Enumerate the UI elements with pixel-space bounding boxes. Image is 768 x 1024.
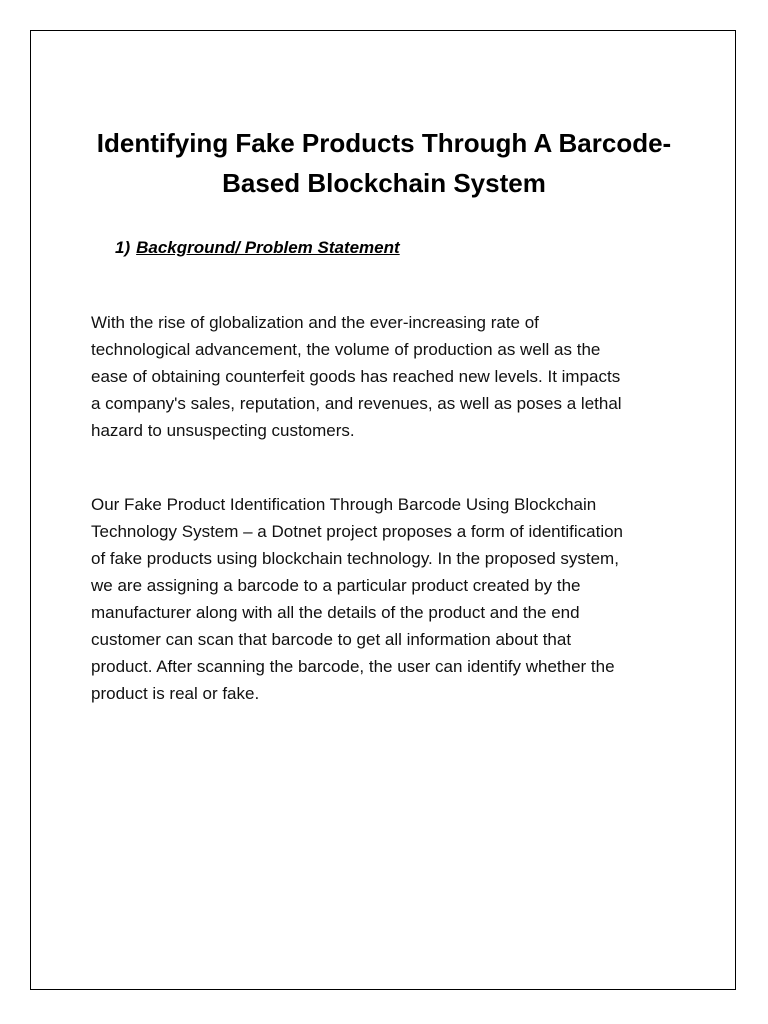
paragraph-line: Technology System – a Dotnet project proposes a form of identification bbox=[91, 522, 624, 541]
section-number: 1) bbox=[115, 238, 131, 257]
section-heading-text: Background/ Problem Statement bbox=[136, 238, 400, 257]
document-page bbox=[30, 30, 736, 990]
title-line: Based Blockchain System bbox=[222, 168, 546, 198]
paragraph-line: Our Fake Product Identification Through Barcode Using Blockchain bbox=[91, 495, 597, 514]
paragraph-line: of fake products using blockchain technology. In the proposed system, bbox=[91, 549, 619, 568]
paragraph-line: hazard to unsuspecting customers. bbox=[91, 421, 355, 440]
paragraph-line: ease of obtaining counterfeit goods has reached new levels. It impacts bbox=[91, 367, 621, 386]
paragraph-line: manufacturer along with all the details of the product and the end bbox=[91, 603, 580, 622]
paragraph-line: we are assigning a barcode to a particular product created by the bbox=[91, 576, 581, 595]
paragraph-background bbox=[91, 309, 691, 444]
section-heading bbox=[115, 236, 400, 260]
paragraph-line: product is real or fake. bbox=[91, 684, 260, 703]
paragraph-line: a company's sales, reputation, and revenues, as well as poses a lethal bbox=[91, 394, 622, 413]
title-line: Identifying Fake Products Through A Barcode- bbox=[96, 128, 672, 158]
paragraph-line: customer can scan that barcode to get all information about that bbox=[91, 630, 572, 649]
paragraph-line: technological advancement, the volume of production as well as the bbox=[91, 340, 601, 359]
document-title bbox=[31, 123, 737, 203]
paragraph-proposal bbox=[91, 491, 691, 707]
paragraph-line: With the rise of globalization and the ever-increasing rate of bbox=[91, 313, 539, 332]
paragraph-line: product. After scanning the barcode, the user can identify whether the bbox=[91, 657, 615, 676]
